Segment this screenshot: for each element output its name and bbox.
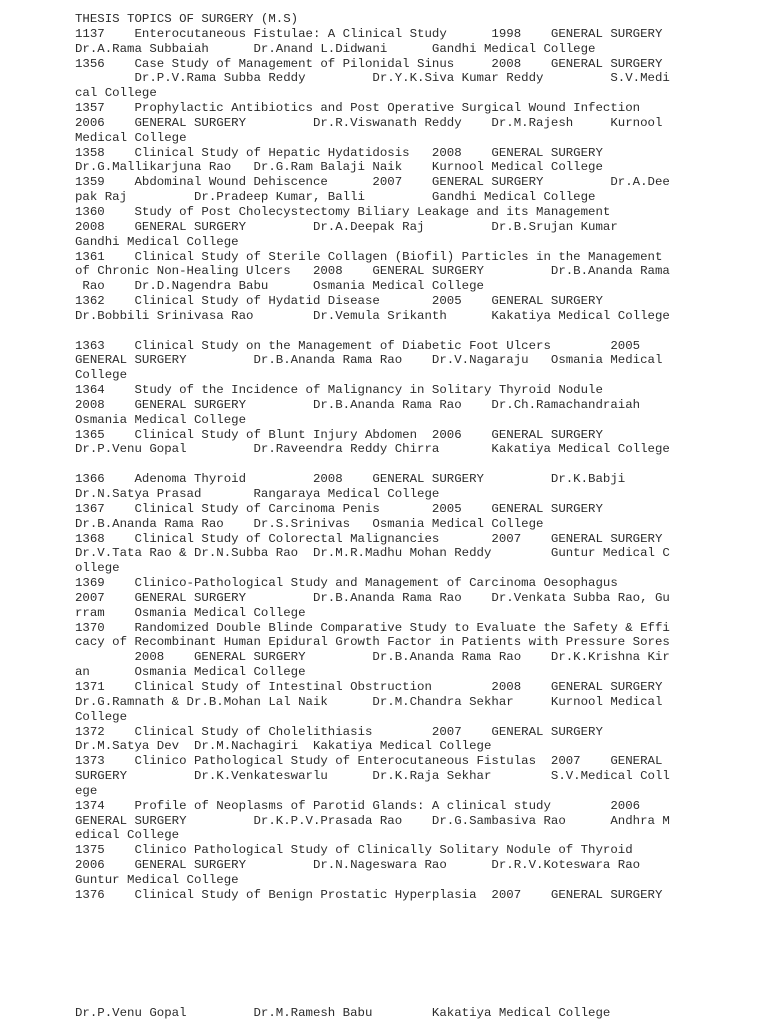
text-line: Gandhi Medical College xyxy=(75,234,239,249)
text-line: Dr.B.Ananda Rama Rao Dr.S.Srinivas Osmania Medical College xyxy=(75,516,544,531)
text-line: College xyxy=(75,709,128,724)
text-line: rram Osmania Medical College xyxy=(75,605,306,620)
text-line xyxy=(75,324,670,339)
text-line: 1374 Profile of Neoplasms of Parotid Glands: A clinical study 2006 xyxy=(75,798,641,813)
text-line: edical College xyxy=(75,828,180,843)
text-line: GENERAL SURGERY Dr.K.P.V.Prasada Rao Dr.G.Sambasiva Rao Andhra M xyxy=(75,813,670,828)
text-line: Guntur Medical College xyxy=(75,872,239,887)
text-line: an Osmania Medical College xyxy=(75,665,306,680)
text-line: ege xyxy=(75,783,98,798)
text-line: Dr.Bobbili Srinivasa Rao Dr.Vemula Srikanth Kakatiya Medical College xyxy=(75,308,670,323)
text-line: 1367 Clinical Study of Carcinoma Penis 2005 GENERAL SURGERY xyxy=(75,501,603,516)
text-line: 1372 Clinical Study of Cholelithiasis 2007 GENERAL SURGERY xyxy=(75,724,603,739)
text-line: pak Raj Dr.Pradeep Kumar, Balli Gandhi Medical College xyxy=(75,190,596,205)
text-line: cacy of Recombinant Human Epidural Growth Factor in Patients with Pressure Sores xyxy=(75,635,670,650)
text-line: Dr.P.V.Rama Subba Reddy Dr.Y.K.Siva Kumar Reddy S.V.Medi xyxy=(75,71,670,86)
text-line: 1360 Study of Post Cholecystectomy Biliary Leakage and its Management xyxy=(75,204,611,219)
text-line: Rao Dr.D.Nagendra Babu Osmania Medical College xyxy=(75,279,484,294)
text-line: 1366 Adenoma Thyroid 2008 GENERAL SURGERY Dr.K.Babji xyxy=(75,472,626,487)
text-line: 1370 Randomized Double Blinde Comparative Study to Evaluate the Safety & Effi xyxy=(75,620,670,635)
text-line: 2008 GENERAL SURGERY Dr.A.Deepak Raj Dr.B.Srujan Kumar xyxy=(75,219,618,234)
text-line: 1364 Study of the Incidence of Malignancy in Solitary Thyroid Nodule xyxy=(75,383,603,398)
text-line: 1376 Clinical Study of Benign Prostatic Hyperplasia 2007 GENERAL SURGERY xyxy=(75,887,663,902)
text-line: Dr.A.Rama Subbaiah Dr.Anand L.Didwani Gandhi Medical College xyxy=(75,41,596,56)
text-line: Dr.M.Satya Dev Dr.M.Nachagiri Kakatiya Medical College xyxy=(75,739,492,754)
text-line: Dr.G.Ramnath & Dr.B.Mohan Lal Naik Dr.M.Chandra Sekhar Kurnool Medical xyxy=(75,694,663,709)
text-line: 1137 Enterocutaneous Fistulae: A Clinical Study 1998 GENERAL SURGERY xyxy=(75,26,663,41)
text-line xyxy=(75,457,670,472)
text-line: 1369 Clinico-Pathological Study and Management of Carcinoma Oesophagus xyxy=(75,576,618,591)
text-line: 1356 Case Study of Management of Pilonidal Sinus 2008 GENERAL SURGERY xyxy=(75,56,663,71)
text-line: 1362 Clinical Study of Hydatid Disease 2005 GENERAL SURGERY xyxy=(75,294,603,309)
text-line: ollege xyxy=(75,561,120,576)
text-line: Dr.G.Mallikarjuna Rao Dr.G.Ram Balaji Naik Kurnool Medical College xyxy=(75,160,603,175)
text-line: College xyxy=(75,368,128,383)
text-line: 2006 GENERAL SURGERY Dr.R.Viswanath Reddy Dr.M.Rajesh Kurnool xyxy=(75,115,663,130)
text-line: 1357 Prophylactic Antibiotics and Post Operative Surgical Wound Infection xyxy=(75,101,641,116)
text-line: Medical College xyxy=(75,130,187,145)
text-line: Dr.N.Satya Prasad Rangaraya Medical College xyxy=(75,487,440,501)
text-line: 1358 Clinical Study of Hepatic Hydatidosis 2008 GENERAL SURGERY xyxy=(75,145,603,160)
text-line: 1375 Clinico Pathological Study of Clinically Solitary Nodule of Thyroid xyxy=(75,843,633,858)
text-line: Osmania Medical College xyxy=(75,412,247,427)
text-line: 2006 GENERAL SURGERY Dr.N.Nageswara Rao Dr.R.V.Koteswara Rao xyxy=(75,858,641,873)
text-line: 1373 Clinico Pathological Study of Enterocutaneous Fistulas 2007 GENERAL xyxy=(75,754,663,769)
text-line: 1359 Abdominal Wound Dehiscence 2007 GENERAL SURGERY Dr.A.Dee xyxy=(75,175,670,190)
text-line: 2007 GENERAL SURGERY Dr.B.Ananda Rama Rao Dr.Venkata Subba Rao, Gu xyxy=(75,590,670,605)
text-line: 1368 Clinical Study of Colorectal Malignancies 2007 GENERAL SURGERY xyxy=(75,531,663,546)
text-line: 1363 Clinical Study on the Management of Diabetic Foot Ulcers 2005 xyxy=(75,338,641,353)
text-line: 1371 Clinical Study of Intestinal Obstruction 2008 GENERAL SURGERY xyxy=(75,679,663,694)
text-line: 2008 GENERAL SURGERY Dr.B.Ananda Rama Rao Dr.Ch.Ramachandraiah xyxy=(75,397,641,412)
text-line: SURGERY Dr.K.Venkateswarlu Dr.K.Raja Sekhar S.V.Medical Coll xyxy=(75,769,670,784)
thesis-topic-list xyxy=(75,12,670,903)
text-line: THESIS TOPICS OF SURGERY (M.S) xyxy=(75,12,299,26)
text-line: Dr.P.Venu Gopal Dr.Raveendra Reddy Chirra Kakatiya Medical College xyxy=(75,442,670,457)
text-line: cal College xyxy=(75,86,157,101)
text-line: 2008 GENERAL SURGERY Dr.B.Ananda Rama Rao Dr.K.Krishna Kir xyxy=(75,650,670,665)
text-line: 1365 Clinical Study of Blunt Injury Abdomen 2006 GENERAL SURGERY xyxy=(75,427,603,442)
footer-line: Dr.P.Venu Gopal Dr.M.Ramesh Babu Kakatiya Medical College xyxy=(75,1006,611,1020)
text-line: 1361 Clinical Study of Sterile Collagen (Biofil) Particles in the Management xyxy=(75,249,663,264)
text-line: GENERAL SURGERY Dr.B.Ananda Rama Rao Dr.V.Nagaraju Osmania Medical xyxy=(75,353,663,368)
text-line: Dr.V.Tata Rao & Dr.N.Subba Rao Dr.M.R.Madhu Mohan Reddy Guntur Medical C xyxy=(75,546,670,561)
text-line: of Chronic Non-Healing Ulcers 2008 GENERAL SURGERY Dr.B.Ananda Rama xyxy=(75,264,670,279)
